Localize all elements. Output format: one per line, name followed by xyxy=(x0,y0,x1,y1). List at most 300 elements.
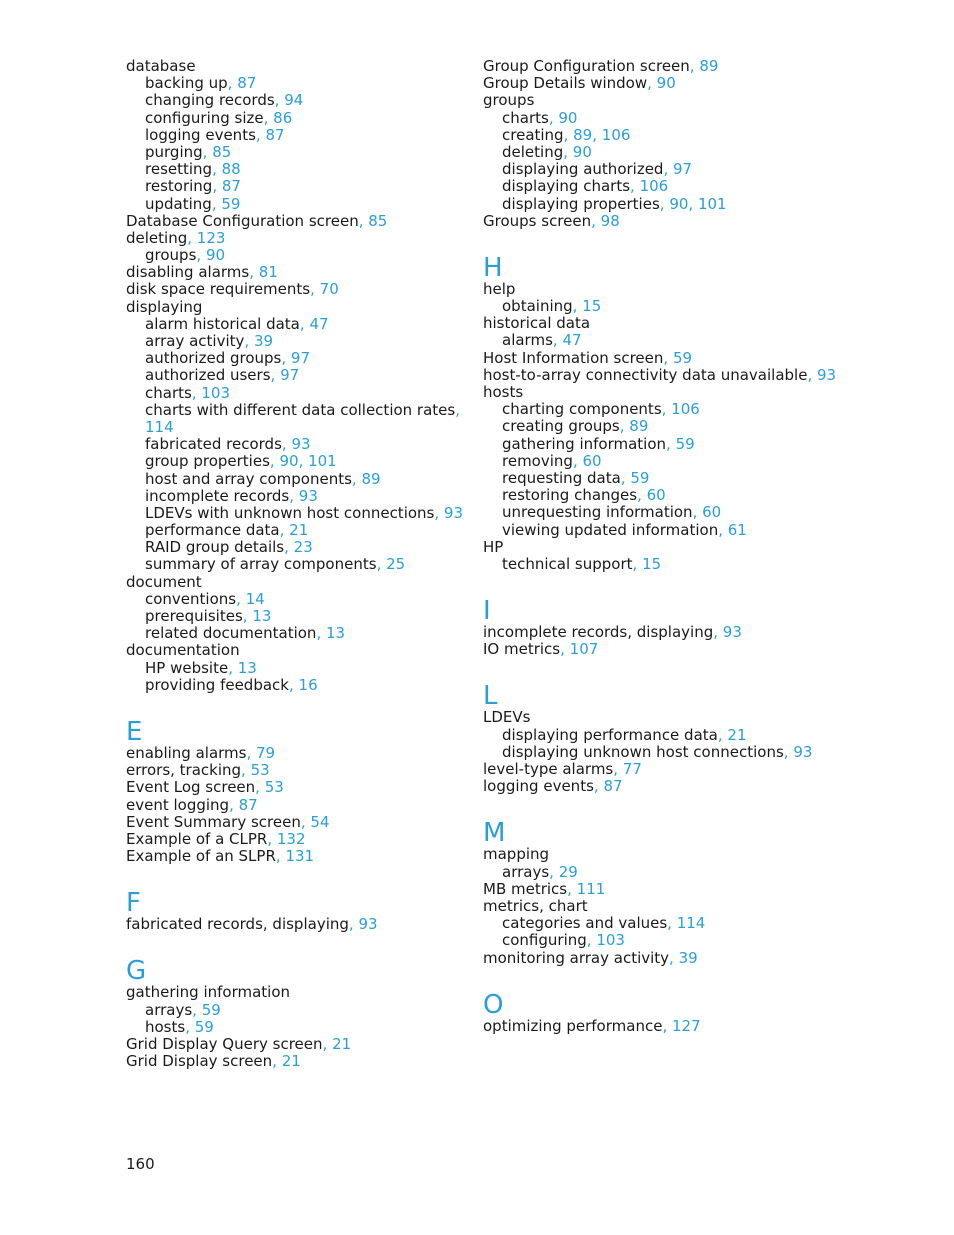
page-reference-link[interactable]: 79 xyxy=(256,743,276,762)
index-entry xyxy=(483,898,913,915)
index-separator: , xyxy=(289,486,299,505)
index-entry xyxy=(483,761,913,778)
index-term: changing records xyxy=(145,91,275,110)
page-reference-link[interactable]: 106 xyxy=(671,400,700,419)
index-separator: , xyxy=(592,125,602,144)
index-term: group properties xyxy=(145,452,270,471)
index-subentry xyxy=(483,932,913,949)
index-separator: , xyxy=(560,640,570,659)
page-reference-link[interactable]: 111 xyxy=(576,879,606,898)
index-subentry xyxy=(483,727,913,744)
index-separator: , xyxy=(229,795,239,814)
index-entry xyxy=(483,881,913,898)
index-term: host and array components xyxy=(145,469,352,488)
index-separator: , xyxy=(593,777,604,796)
index-term: Host Information screen xyxy=(483,348,664,367)
page-reference-link[interactable]: 107 xyxy=(569,640,599,659)
page-reference-link[interactable]: 59 xyxy=(672,348,693,367)
page-reference-link[interactable]: 54 xyxy=(310,812,330,831)
page-reference-link[interactable]: 90 xyxy=(279,452,299,471)
page-reference-link[interactable]: 59 xyxy=(675,434,695,453)
index-column-right xyxy=(483,58,913,1035)
page-reference-link[interactable]: 21 xyxy=(727,725,747,744)
index-separator: , xyxy=(281,435,292,454)
index-separator: , xyxy=(281,349,291,368)
index-section-letter: F xyxy=(126,888,141,919)
index-term: incomplete records xyxy=(145,486,290,505)
index-term: event logging xyxy=(126,795,230,814)
index-separator: , xyxy=(192,1000,202,1019)
index-term: backing up xyxy=(145,74,228,93)
index-separator: , xyxy=(632,554,643,573)
page-reference-link[interactable]: 87 xyxy=(265,125,285,144)
page-reference-link[interactable]: 87 xyxy=(221,177,241,196)
index-term: gathering information xyxy=(502,434,667,453)
page-reference-link[interactable]: 13 xyxy=(237,658,257,677)
index-separator: , xyxy=(572,297,583,316)
page-reference-link[interactable]: 101 xyxy=(308,452,337,471)
index-term: performance data xyxy=(145,521,280,540)
page-reference-link[interactable]: 94 xyxy=(284,91,304,110)
index-separator: , xyxy=(659,194,670,213)
page-reference-link[interactable]: 103 xyxy=(201,383,230,402)
index-subentry xyxy=(483,744,913,761)
page-reference-link[interactable]: 88 xyxy=(221,160,241,179)
index-term: optimizing performance xyxy=(483,1016,663,1035)
index-separator: , xyxy=(279,521,290,540)
page-reference-link[interactable]: 97 xyxy=(673,160,693,179)
index-term: technical support xyxy=(502,554,633,573)
page-reference-link[interactable]: 60 xyxy=(582,451,602,470)
index-term: historical data xyxy=(483,314,591,333)
index-entry xyxy=(483,384,913,401)
index-entry xyxy=(483,367,913,384)
index-separator: , xyxy=(288,675,299,694)
index-section-letter: E xyxy=(126,716,143,747)
index-separator: , xyxy=(619,417,630,436)
page-reference-link[interactable]: 59 xyxy=(221,194,241,213)
index-subentry xyxy=(483,196,913,213)
index-separator: , xyxy=(255,125,266,144)
page-reference-link[interactable]: 97 xyxy=(280,366,300,385)
page-reference-link[interactable]: 90 xyxy=(669,194,689,213)
page-reference-link[interactable]: 114 xyxy=(145,417,174,436)
index-term: logging events xyxy=(483,777,594,796)
index-term: Event Summary screen xyxy=(126,812,301,831)
page-reference-link[interactable]: 53 xyxy=(250,761,270,780)
index-term: enabling alarms xyxy=(126,743,247,762)
page-reference-link[interactable]: 132 xyxy=(276,829,306,848)
index-term: related documentation xyxy=(145,624,317,643)
page-reference-link[interactable]: 87 xyxy=(237,74,257,93)
index-term: configuring size xyxy=(145,108,264,127)
index-separator: , xyxy=(661,400,672,419)
page-reference-link[interactable]: 13 xyxy=(252,607,272,625)
page-reference-link[interactable]: 90 xyxy=(205,246,226,265)
index-separator: , xyxy=(246,743,257,762)
index-separator: , xyxy=(591,211,601,230)
index-separator: , xyxy=(692,503,703,522)
page-reference-link[interactable]: 114 xyxy=(676,914,706,933)
page-reference-link[interactable]: 127 xyxy=(671,1016,701,1035)
index-term: deleting xyxy=(502,142,564,161)
index-term: requesting data xyxy=(502,468,621,487)
index-term: restoring xyxy=(145,177,213,196)
index-term: monitoring array activity xyxy=(483,948,670,967)
page-reference-link[interactable]: 21 xyxy=(289,521,309,540)
index-separator: , xyxy=(688,194,698,213)
index-separator: , xyxy=(572,451,583,470)
index-term: Group Details window xyxy=(483,74,648,93)
index-separator: , xyxy=(267,829,277,848)
index-term: groups xyxy=(145,246,197,265)
page-reference-link[interactable]: 70 xyxy=(319,280,339,299)
page-reference-link[interactable]: 81 xyxy=(258,263,278,282)
index-term: alarm historical data xyxy=(145,314,300,333)
index-subentry xyxy=(483,864,913,881)
page-reference-link[interactable]: 86 xyxy=(273,108,293,127)
page-reference-link[interactable]: 90 xyxy=(572,142,592,161)
index-term: database xyxy=(126,57,196,75)
page-reference-link[interactable]: 89 xyxy=(629,417,649,436)
index-term: providing feedback xyxy=(145,675,289,694)
index-term: restoring changes xyxy=(502,486,638,505)
index-separator: , xyxy=(299,314,310,333)
page-reference-link[interactable]: 47 xyxy=(562,331,582,350)
page-reference-link[interactable]: 89 xyxy=(361,469,381,488)
page-reference-link[interactable]: 23 xyxy=(293,538,313,557)
index-term: creating xyxy=(502,125,564,144)
index-separator: , xyxy=(241,761,251,780)
index-term: host-to-array connectivity data unavailable xyxy=(483,365,808,384)
index-separator: , xyxy=(298,452,309,471)
page-reference-link[interactable]: 25 xyxy=(386,555,406,574)
page-reference-link[interactable]: 47 xyxy=(309,314,329,333)
index-term: disabling alarms xyxy=(126,263,250,282)
index-separator: , xyxy=(586,931,597,950)
index-term: disk space requirements xyxy=(126,280,311,299)
index-separator: , xyxy=(310,280,320,299)
page-reference-link[interactable]: 53 xyxy=(264,778,284,797)
index-term: MB metrics xyxy=(483,879,568,898)
index-term: RAID group details xyxy=(145,538,285,557)
index-subentry xyxy=(483,436,913,453)
index-section-letter: G xyxy=(126,956,147,987)
index-separator: , xyxy=(269,452,280,471)
index-term: LDEVs with unknown host connections xyxy=(145,503,435,522)
index-separator: , xyxy=(630,177,640,196)
index-term: updating xyxy=(145,194,212,213)
index-term: Group Configuration screen xyxy=(483,57,690,75)
page-reference-link[interactable]: 90 xyxy=(656,74,676,93)
index-term: prerequisites xyxy=(145,607,243,625)
index-term: alarms xyxy=(502,331,553,350)
index-separator: , xyxy=(275,847,286,866)
page-reference-link[interactable]: 93 xyxy=(358,915,378,934)
index-separator: , xyxy=(563,125,574,144)
page-reference-link[interactable]: 77 xyxy=(622,760,642,778)
index-subentry xyxy=(483,418,913,435)
index-separator: , xyxy=(272,1052,282,1071)
index-separator: , xyxy=(567,879,577,898)
index-separator: , xyxy=(358,211,369,230)
index-term: displaying unknown host connections xyxy=(502,742,784,761)
page-reference-link[interactable]: 131 xyxy=(285,847,315,866)
page-reference-link[interactable]: 29 xyxy=(558,862,578,881)
page-reference-link[interactable]: 101 xyxy=(697,194,727,213)
index-separator: , xyxy=(669,948,679,967)
page-reference-link[interactable]: 15 xyxy=(642,554,662,573)
index-separator: , xyxy=(717,725,728,744)
index-term: charts xyxy=(145,383,192,402)
page-reference-link[interactable]: 16 xyxy=(298,675,318,694)
index-separator: , xyxy=(227,74,238,93)
index-separator: , xyxy=(434,503,444,522)
index-subentry xyxy=(483,110,913,127)
index-term: Example of an SLPR xyxy=(126,847,276,866)
index-separator: , xyxy=(191,383,202,402)
index-term: deleting xyxy=(126,228,188,247)
index-entry xyxy=(126,1036,556,1053)
index-separator: , xyxy=(212,177,222,196)
page-reference-link[interactable]: 89 xyxy=(573,125,593,144)
index-separator: , xyxy=(249,263,259,282)
index-term: purging xyxy=(145,142,203,161)
page-reference-link[interactable]: 87 xyxy=(603,777,623,796)
index-separator: , xyxy=(620,468,631,487)
page-reference-link[interactable]: 93 xyxy=(817,365,837,384)
index-term: displaying charts xyxy=(502,177,631,196)
index-term: authorized users xyxy=(145,366,271,385)
index-separator: , xyxy=(300,812,311,831)
index-section-letter: H xyxy=(483,252,503,283)
index-separator: , xyxy=(270,366,281,385)
index-term: groups xyxy=(483,91,535,110)
index-entry xyxy=(483,778,913,795)
index-term: Event Log screen xyxy=(126,778,256,797)
index-separator: , xyxy=(563,142,573,161)
page-reference-link[interactable]: 21 xyxy=(281,1052,301,1071)
index-term: incomplete records, displaying xyxy=(483,623,714,642)
index-separator: , xyxy=(212,160,222,179)
index-separator: , xyxy=(637,486,647,505)
index-subentry xyxy=(483,401,913,418)
index-subentry xyxy=(483,178,913,195)
index-separator: , xyxy=(196,246,206,265)
page-reference-link[interactable]: 60 xyxy=(702,503,722,522)
index-subentry xyxy=(483,332,913,349)
page-reference-link[interactable]: 93 xyxy=(722,623,742,642)
index-entry xyxy=(483,1018,913,1035)
index-term: Groups screen xyxy=(483,211,592,230)
index-subentry xyxy=(483,161,913,178)
page-reference-link[interactable]: 59 xyxy=(194,1017,214,1036)
index-separator: , xyxy=(211,194,222,213)
page-reference-link[interactable]: 90 xyxy=(558,108,578,127)
page-reference-link[interactable]: 97 xyxy=(290,349,311,368)
index-separator: , xyxy=(255,778,265,797)
page-reference-link[interactable]: 98 xyxy=(600,211,620,230)
index-term: Example of a CLPR xyxy=(126,829,268,848)
index-separator: , xyxy=(689,57,700,75)
page-reference-link[interactable]: 59 xyxy=(201,1000,221,1019)
index-term: Grid Display screen xyxy=(126,1052,273,1071)
page-reference-link[interactable]: 59 xyxy=(630,468,650,487)
index-separator: , xyxy=(662,1016,672,1035)
page-reference-link[interactable]: 123 xyxy=(196,228,226,247)
index-separator: , xyxy=(244,332,254,350)
page-reference-link[interactable]: 93 xyxy=(291,435,311,454)
index-separator: , xyxy=(185,1017,195,1036)
index-entry xyxy=(483,315,913,332)
index-term: obtaining xyxy=(502,297,573,316)
page-reference-link[interactable]: 39 xyxy=(253,332,274,350)
index-term: hosts xyxy=(145,1017,186,1036)
index-subentry xyxy=(483,504,913,521)
index-separator: , xyxy=(455,400,460,419)
page-reference-link[interactable]: 13 xyxy=(325,624,346,643)
page-reference-link[interactable]: 103 xyxy=(596,931,625,950)
page-number: 160 xyxy=(126,1155,155,1173)
page-reference-link[interactable]: 85 xyxy=(212,142,232,161)
page-reference-link[interactable]: 87 xyxy=(238,795,258,814)
index-entry xyxy=(483,641,913,658)
index-separator: , xyxy=(376,555,387,574)
index-separator: , xyxy=(807,365,817,384)
index-term: charting components xyxy=(502,400,662,419)
index-separator: , xyxy=(783,742,794,761)
index-term: array activity xyxy=(145,332,245,350)
index-term: authorized groups xyxy=(145,349,282,368)
page-reference-link[interactable]: 85 xyxy=(368,211,388,230)
index-separator: , xyxy=(548,108,559,127)
index-separator: , xyxy=(667,914,677,933)
index-separator: , xyxy=(348,915,359,934)
index-subentry xyxy=(483,556,913,573)
page-reference-link[interactable]: 93 xyxy=(298,486,318,505)
index-term: LDEVs xyxy=(483,708,531,727)
index-separator: , xyxy=(663,348,673,367)
page-reference-link[interactable]: 89 xyxy=(699,57,719,75)
index-separator: , xyxy=(663,160,673,179)
index-separator: , xyxy=(228,658,238,677)
index-term: IO metrics xyxy=(483,640,561,659)
index-separator: , xyxy=(236,589,246,608)
page-reference-link[interactable]: 93 xyxy=(793,742,813,761)
index-term: help xyxy=(483,279,516,298)
index-separator: , xyxy=(242,607,253,625)
index-subentry xyxy=(483,127,913,144)
index-term: document xyxy=(126,572,202,591)
index-separator: , xyxy=(284,538,294,557)
index-term: mapping xyxy=(483,845,550,864)
index-separator: , xyxy=(351,469,362,488)
index-separator: , xyxy=(549,862,559,881)
index-term: fabricated records xyxy=(145,435,282,454)
index-separator: , xyxy=(202,142,213,161)
index-separator: , xyxy=(552,331,563,350)
index-separator: , xyxy=(713,623,723,642)
index-term: Database Configuration screen xyxy=(126,211,359,230)
index-term: Grid Display Query screen xyxy=(126,1035,323,1053)
index-subentry xyxy=(483,453,913,470)
index-term: summary of array components xyxy=(145,555,377,574)
index-entry xyxy=(483,92,913,109)
index-term: documentation xyxy=(126,641,240,660)
page-reference-link[interactable]: 106 xyxy=(639,177,669,196)
index-term: HP website xyxy=(145,658,229,677)
page-reference-link[interactable]: 60 xyxy=(646,486,666,505)
index-term: arrays xyxy=(145,1000,193,1019)
index-subentry xyxy=(483,470,913,487)
index-term: charts with different data collection rates xyxy=(145,400,456,419)
index-entry xyxy=(483,75,913,92)
index-term: charts xyxy=(502,108,549,127)
page-reference-link[interactable]: 21 xyxy=(332,1035,352,1053)
index-term: logging events xyxy=(145,125,256,144)
index-term: metrics, chart xyxy=(483,896,588,915)
index-separator: , xyxy=(666,434,676,453)
page-reference-link[interactable]: 39 xyxy=(678,948,698,967)
index-entry xyxy=(483,846,913,863)
index-subentry xyxy=(483,522,913,539)
index-subentry xyxy=(483,487,913,504)
index-section-letter: I xyxy=(483,596,491,627)
index-entry xyxy=(483,950,913,967)
index-section-letter: M xyxy=(483,818,506,849)
index-term: viewing updated information xyxy=(502,520,719,539)
index-entry xyxy=(483,213,913,230)
index-entry xyxy=(483,350,913,367)
page-reference-link[interactable]: 93 xyxy=(443,503,463,522)
index-separator: , xyxy=(613,760,623,778)
index-term: creating groups xyxy=(502,417,620,436)
index-subentry xyxy=(483,144,913,161)
index-section-letter: L xyxy=(483,681,498,712)
index-term: displaying performance data xyxy=(502,725,718,744)
index-separator: , xyxy=(316,624,326,643)
index-term: unrequesting information xyxy=(502,503,693,522)
index-term: gathering information xyxy=(126,983,291,1002)
index-term: arrays xyxy=(502,862,550,881)
index-separator: , xyxy=(322,1035,333,1053)
index-subentry xyxy=(483,915,913,932)
index-term: level-type alarms xyxy=(483,760,614,778)
index-term: removing xyxy=(502,451,573,470)
index-term: errors, tracking xyxy=(126,761,242,780)
index-separator: , xyxy=(718,520,728,539)
index-term: hosts xyxy=(483,383,524,401)
page-reference-link[interactable]: 14 xyxy=(245,589,265,608)
page-reference-link[interactable]: 15 xyxy=(582,297,602,316)
index-term: fabricated records, displaying xyxy=(126,915,349,934)
index-term: categories and values xyxy=(502,914,668,933)
page-reference-link[interactable]: 106 xyxy=(601,125,631,144)
index-term: displaying xyxy=(126,297,203,316)
index-term: conventions xyxy=(145,589,237,608)
index-term: displaying authorized xyxy=(502,160,664,179)
index-term: configuring xyxy=(502,931,587,950)
index-separator: , xyxy=(647,74,657,93)
index-entry xyxy=(483,281,913,298)
page-reference-link[interactable]: 61 xyxy=(727,520,747,539)
index-entry xyxy=(126,1053,556,1070)
index-separator: , xyxy=(263,108,274,127)
index-term: displaying properties xyxy=(502,194,660,213)
index-entry xyxy=(483,624,913,641)
index-subentry xyxy=(483,298,913,315)
index-entry xyxy=(483,709,913,726)
